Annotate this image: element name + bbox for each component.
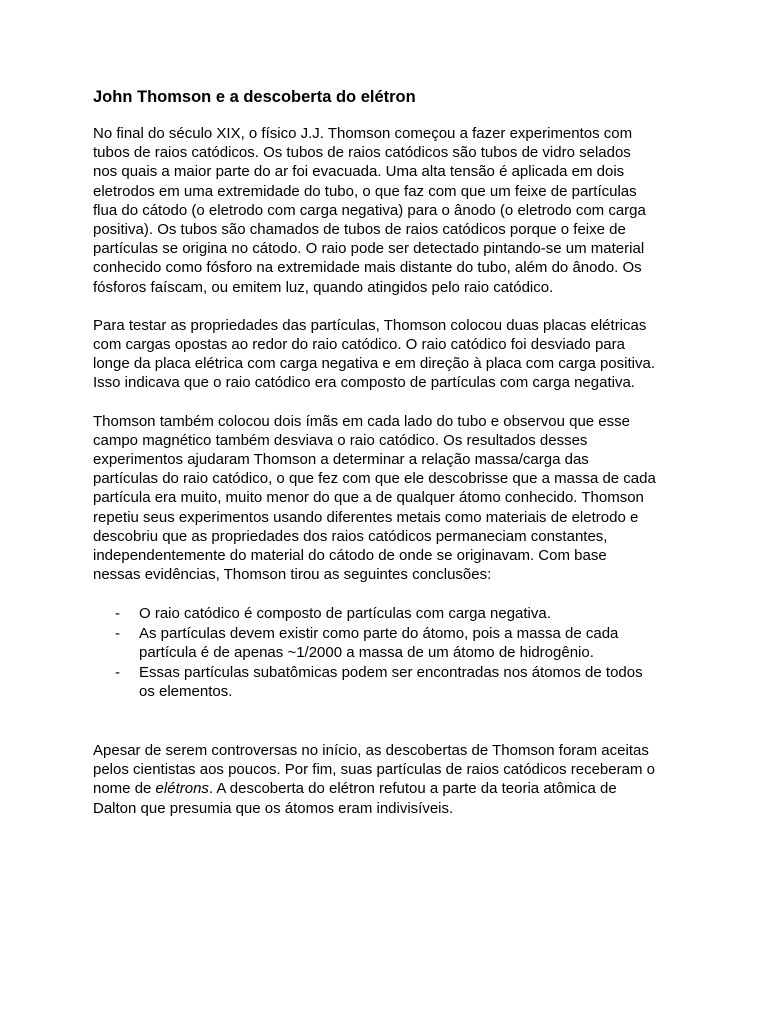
text-line: Apesar de serem controversas no início, as descobertas de Thomson foram aceitas bbox=[93, 741, 649, 759]
text-line: Essas partículas subatômicas podem ser encontradas nos átomos de todos bbox=[139, 663, 643, 681]
text-line: As partículas devem existir como parte do átomo, pois a massa de cada bbox=[139, 624, 619, 642]
list-item bbox=[93, 624, 683, 663]
text-line: Thomson também colocou dois ímãs em cada lado do tubo e observou que esse bbox=[93, 412, 630, 430]
text-line: partículas do raio catódico, o que fez com que ele descobrisse que a massa de cada bbox=[93, 470, 656, 488]
text-fragment: nome de bbox=[93, 780, 156, 798]
text-line: conhecido como fósforo na extremidade mais distante do tubo, além do ânodo. Os bbox=[93, 259, 642, 277]
text-line: eletrodos em uma extremidade do tubo, o que faz com que um feixe de partículas bbox=[93, 182, 637, 200]
text-line: com cargas opostas ao redor do raio catódico. O raio catódico foi desviado para bbox=[93, 336, 625, 354]
conclusions-list bbox=[93, 604, 683, 702]
text-line: Dalton que presumia que os átomos eram indivisíveis. bbox=[93, 799, 454, 817]
text-line: fósforos faíscam, ou emitem luz, quando atingidos pelo raio catódico. bbox=[93, 278, 554, 296]
list-item bbox=[93, 663, 683, 702]
bullet-dash: - bbox=[115, 624, 120, 642]
list-item bbox=[93, 604, 683, 624]
paragraph-magnets bbox=[93, 412, 683, 585]
text-line: nessas evidências, Thomson tirou as seguintes conclusões: bbox=[93, 566, 492, 584]
text-line: flua do cátodo (o eletrodo com carga negativa) para o ânodo (o eletrodo com carga bbox=[93, 201, 646, 219]
text-line: descobriu que as propriedades dos raios catódicos permaneciam constantes, bbox=[93, 527, 608, 545]
text-line: partícula é de apenas ~1/2000 a massa de um átomo de hidrogênio. bbox=[139, 644, 594, 662]
text-line bbox=[93, 779, 683, 798]
text-line: os elementos. bbox=[139, 683, 233, 701]
text-line: longe da placa elétrica com carga negativa e em direção à placa com carga positiva. bbox=[93, 355, 655, 373]
text-line: experimentos ajudaram Thomson a determinar a relação massa/carga das bbox=[93, 451, 589, 469]
document-body bbox=[93, 86, 683, 818]
bullet-dash: - bbox=[115, 663, 120, 681]
text-line: nos quais a maior parte do ar foi evacuada. Uma alta tensão é aplicada em dois bbox=[93, 163, 625, 181]
paragraph-intro bbox=[93, 124, 683, 297]
paragraph-conclusion bbox=[93, 741, 683, 818]
document-title: John Thomson e a descoberta do elétron bbox=[93, 88, 416, 106]
text-line: O raio catódico é composto de partículas com carga negativa. bbox=[139, 605, 551, 623]
text-line: tubos de raios catódicos. Os tubos de raios catódicos são tubos de vidro selados bbox=[93, 144, 631, 162]
text-line: pelos cientistas aos poucos. Por fim, suas partículas de raios catódicos receberam o bbox=[93, 761, 655, 779]
text-line: Para testar as propriedades das partículas, Thomson colocou duas placas elétricas bbox=[93, 316, 647, 334]
text-line: positiva). Os tubos são chamados de tubos de raios catódicos porque o feixe de bbox=[93, 221, 626, 239]
text-line: campo magnético também desviava o raio catódico. Os resultados desses bbox=[93, 431, 588, 449]
text-line: repetiu seus experimentos usando diferentes metais como materiais de eletrodo e bbox=[93, 508, 639, 526]
text-line: partículas se origina no cátodo. O raio pode ser detectado pintando-se um material bbox=[93, 240, 645, 258]
italic-term-eletrons: elétrons bbox=[155, 780, 209, 798]
bullet-dash: - bbox=[115, 605, 120, 623]
paragraph-electric-plates bbox=[93, 316, 683, 393]
text-line: partícula era muito, muito menor do que a de qualquer átomo conhecido. Thomson bbox=[93, 489, 644, 507]
text-fragment: . A descoberta do elétron refutou a parte da teoria atômica de bbox=[208, 780, 617, 798]
text-line: Isso indicava que o raio catódico era composto de partículas com carga negativa. bbox=[93, 374, 635, 392]
text-line: independentemente do material do cátodo de onde se originavam. Com base bbox=[93, 547, 607, 565]
text-line: No final do século XIX, o físico J.J. Thomson começou a fazer experimentos com bbox=[93, 125, 633, 142]
